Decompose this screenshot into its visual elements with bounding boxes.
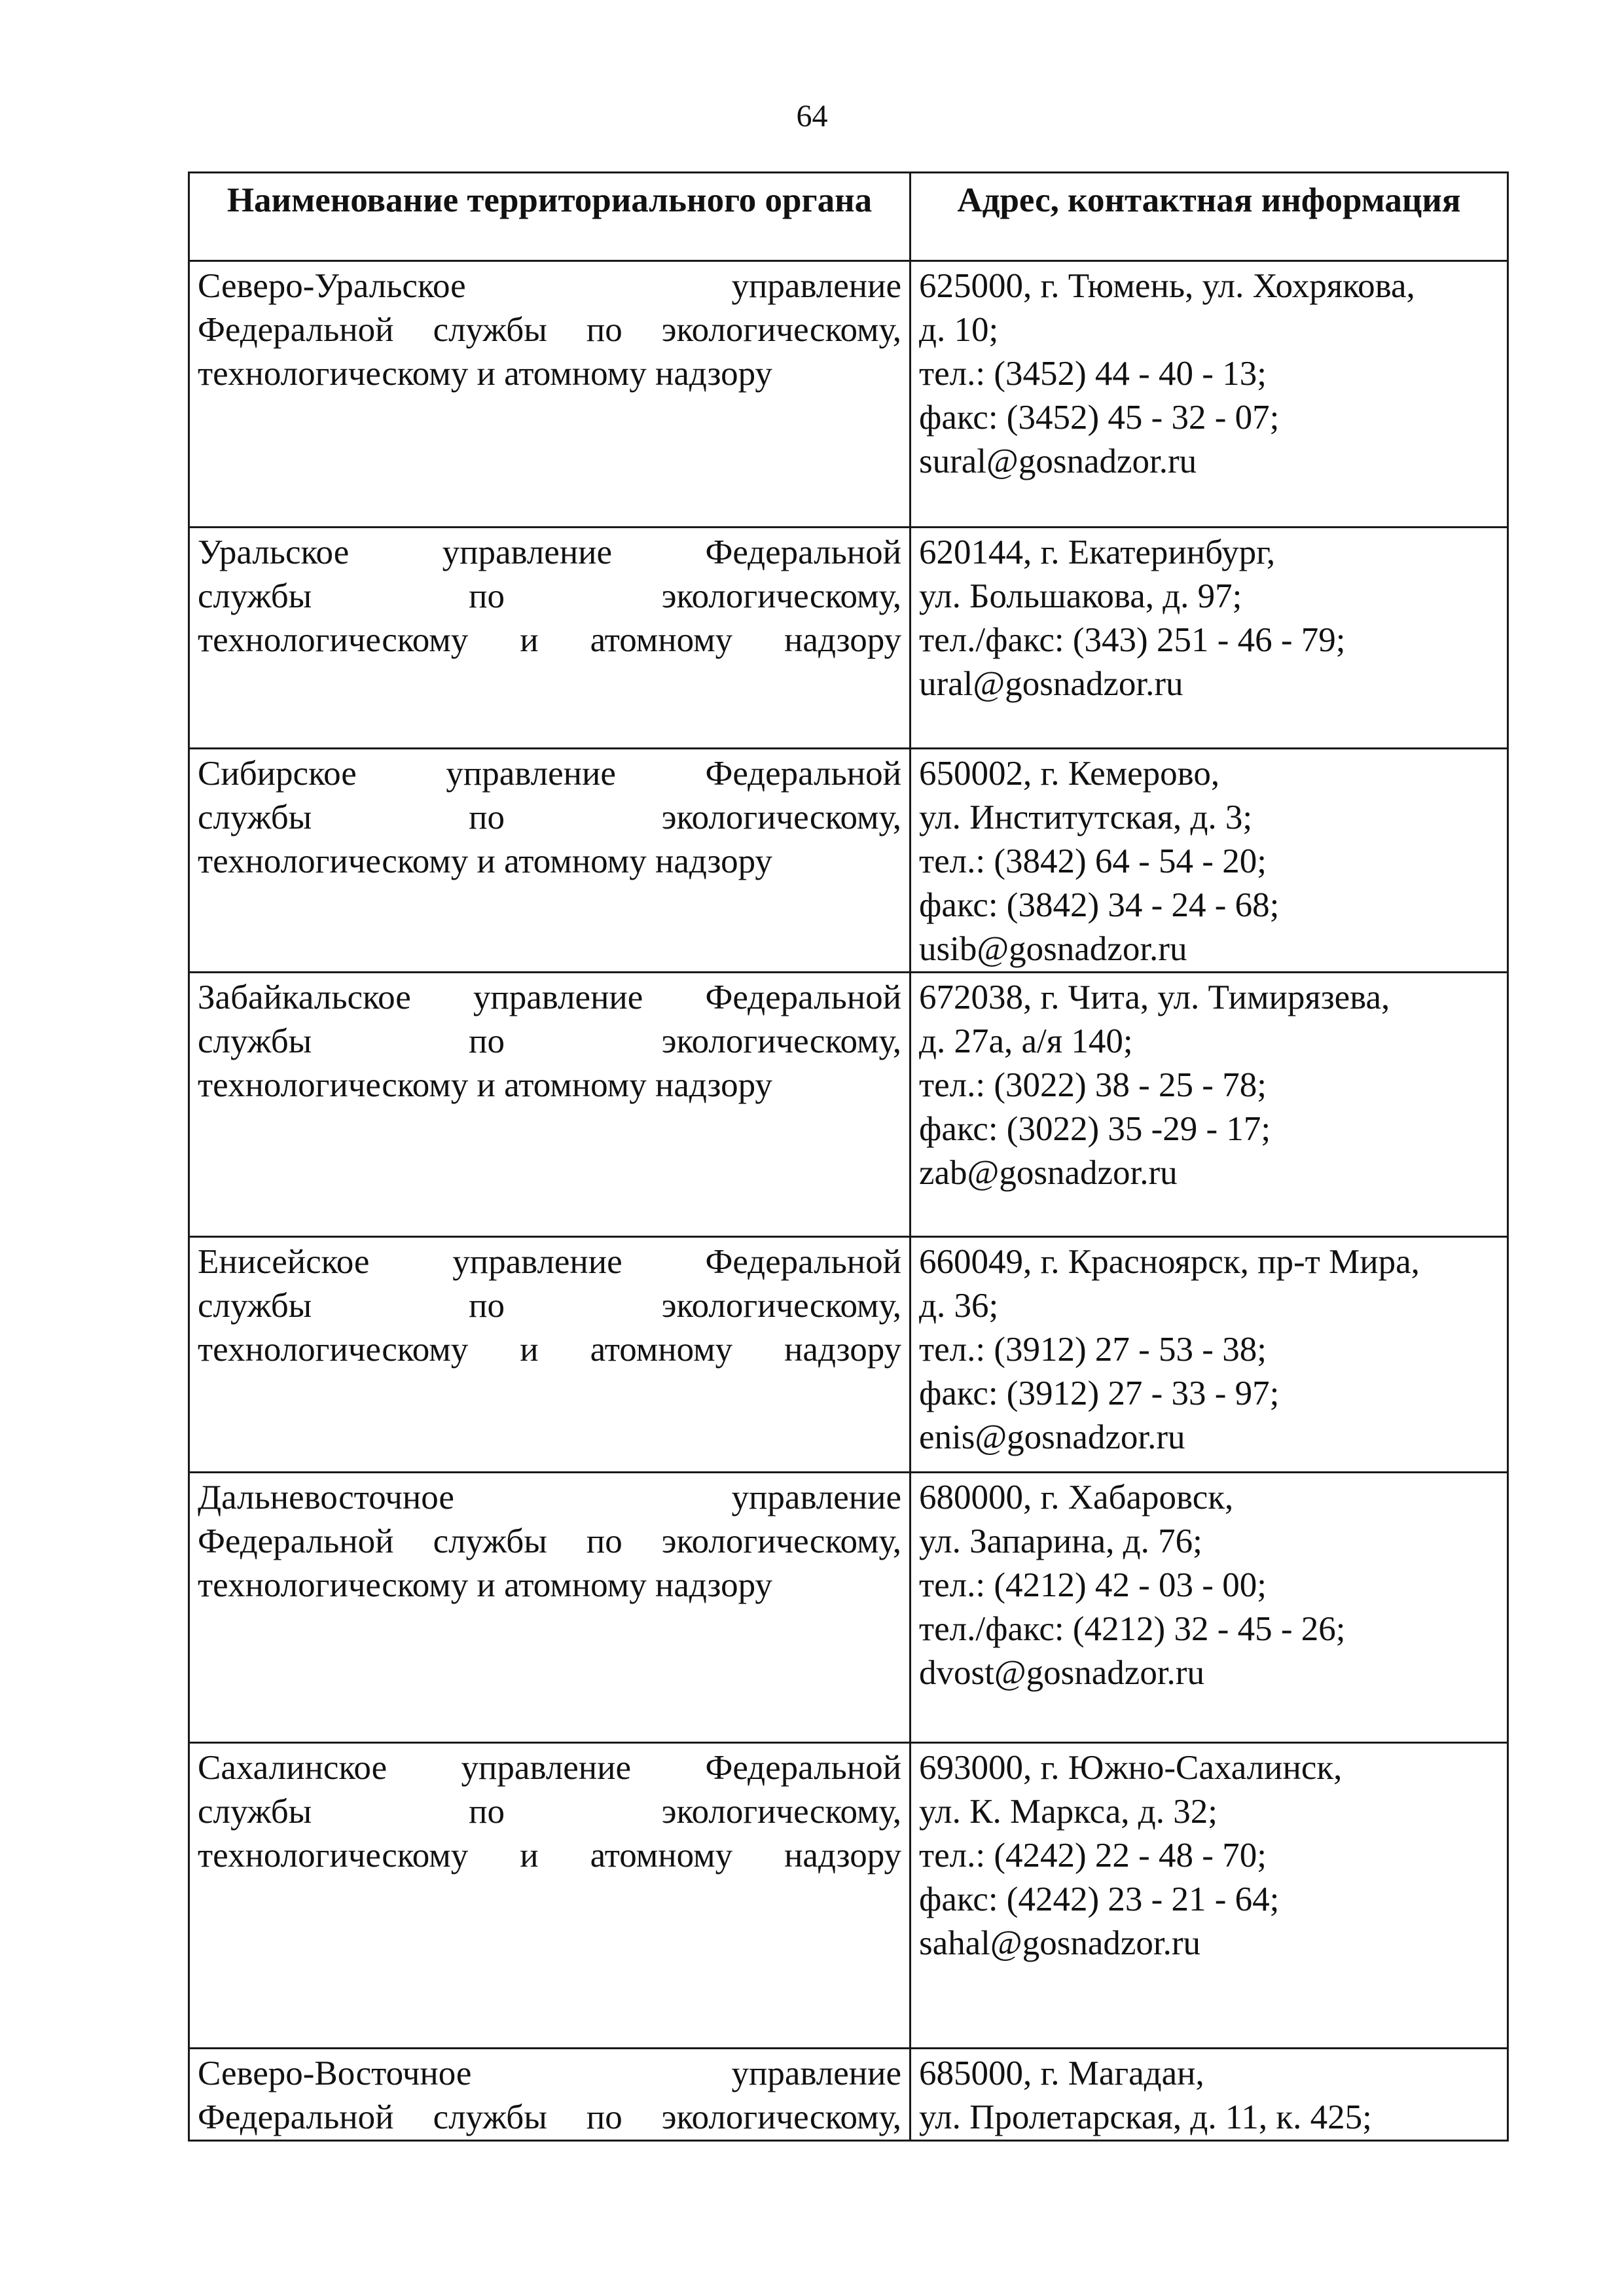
page-number: 64 <box>796 99 828 134</box>
address-line: д. 27а, а/я 140; <box>919 1022 1133 1060</box>
address-line: 620144, г. Екатеринбург, <box>919 533 1276 571</box>
address-cell <box>911 973 1508 1237</box>
email-line: enis@gosnadzor.ru <box>919 1418 1185 1456</box>
body-name-cell <box>189 973 911 1237</box>
phone-line: тел.: (3912) 27 - 53 - 38; <box>919 1331 1267 1369</box>
name-line: Забайкальское управление Федеральной <box>198 978 901 1016</box>
header-name: Наименование территориального органа <box>189 173 911 261</box>
address-line: ул. Большакова, д. 97; <box>919 577 1242 615</box>
fax-line: факс: (3912) 27 - 33 - 97; <box>919 1374 1280 1412</box>
phone-line: тел.: (3022) 38 - 25 - 78; <box>919 1066 1267 1104</box>
name-line: Северо-Восточное управление <box>198 2054 901 2092</box>
address-line: 660049, г. Красноярск, пр-т Мира, <box>919 1243 1420 1281</box>
body-name-cell <box>189 528 911 749</box>
name-line: Сибирское управление Федеральной <box>198 755 901 793</box>
table-row <box>189 1743 1508 2049</box>
address-line: 693000, г. Южно-Сахалинск, <box>919 1749 1343 1787</box>
body-name-cell <box>189 1237 911 1473</box>
address-line: д. 36; <box>919 1287 999 1325</box>
name-line: Федеральной службы по экологическому, <box>198 1522 901 1560</box>
body-name-cell <box>189 1743 911 2049</box>
name-line: технологическому и атомному надзору <box>198 842 772 880</box>
name-line: Сахалинское управление Федеральной <box>198 1749 901 1787</box>
name-line: технологическому и атомному надзору <box>198 621 901 659</box>
name-line: Енисейское управление Федеральной <box>198 1243 901 1281</box>
body-name-cell <box>189 2049 911 2141</box>
name-line: службы по экологическому, <box>198 577 901 615</box>
table-row <box>189 1473 1508 1743</box>
name-line: службы по экологическому, <box>198 798 901 836</box>
address-cell <box>911 1237 1508 1473</box>
name-line: службы по экологическому, <box>198 1022 901 1060</box>
address-line: 625000, г. Тюмень, ул. Хохрякова, <box>919 267 1415 305</box>
phone-line: тел.: (3842) 64 - 54 - 20; <box>919 842 1267 880</box>
fax-line: факс: (3842) 34 - 24 - 68; <box>919 886 1280 924</box>
body-name-cell <box>189 1473 911 1743</box>
name-line: технологическому и атомному надзору <box>198 1066 772 1104</box>
address-line: ул. Пролетарская, д. 11, к. 425; <box>919 2098 1372 2136</box>
table-row <box>189 973 1508 1237</box>
fax-line: факс: (4242) 23 - 21 - 64; <box>919 1880 1280 1918</box>
phone-line: тел.: (4242) 22 - 48 - 70; <box>919 1837 1267 1874</box>
header-address: Адрес, контактная информация <box>911 173 1508 261</box>
name-line: Уральское управление Федеральной <box>198 533 901 571</box>
address-cell <box>911 528 1508 749</box>
address-line: 685000, г. Магадан, <box>919 2054 1204 2092</box>
fax-line: факс: (3022) 35 -29 - 17; <box>919 1110 1271 1148</box>
email-line: dvost@gosnadzor.ru <box>919 1654 1204 1692</box>
fax-line: факс: (3452) 45 - 32 - 07; <box>919 399 1280 437</box>
name-line: Северо-Уральское управление <box>198 267 901 305</box>
email-line: sahal@gosnadzor.ru <box>919 1924 1201 1962</box>
name-line: службы по экологическому, <box>198 1793 901 1831</box>
address-cell <box>911 1473 1508 1743</box>
address-line: д. 10; <box>919 311 999 349</box>
phone-fax-line: тел./факс: (4212) 32 - 45 - 26; <box>919 1610 1346 1648</box>
email-line: zab@gosnadzor.ru <box>919 1154 1178 1192</box>
name-line: технологическому и атомному надзору <box>198 1566 772 1604</box>
phone-line: тел.: (3452) 44 - 40 - 13; <box>919 355 1267 393</box>
name-line: службы по экологическому, <box>198 1287 901 1325</box>
email-line: ural@gosnadzor.ru <box>919 665 1183 703</box>
phone-line: тел.: (4212) 42 - 03 - 00; <box>919 1566 1267 1604</box>
table-row <box>189 261 1508 528</box>
address-cell <box>911 261 1508 528</box>
table-row <box>189 749 1508 973</box>
email-line: usib@gosnadzor.ru <box>919 930 1187 968</box>
address-line: ул. Институтская, д. 3; <box>919 798 1253 836</box>
table-row <box>189 2049 1508 2141</box>
address-line: ул. Запарина, д. 76; <box>919 1522 1202 1560</box>
address-cell <box>911 749 1508 973</box>
name-line: технологическому и атомному надзору <box>198 355 772 393</box>
name-line: Федеральной службы по экологическому, <box>198 2098 901 2136</box>
address-cell <box>911 1743 1508 2049</box>
table-header-row <box>189 173 1508 261</box>
address-line: ул. К. Маркса, д. 32; <box>919 1793 1218 1831</box>
address-line: 680000, г. Хабаровск, <box>919 1479 1234 1516</box>
table-row <box>189 1237 1508 1473</box>
phone-fax-line: тел./факс: (343) 251 - 46 - 79; <box>919 621 1346 659</box>
email-line: sural@gosnadzor.ru <box>919 442 1197 480</box>
body-name-cell <box>189 261 911 528</box>
territorial-bodies-table <box>188 171 1509 2142</box>
name-line: Дальневосточное управление <box>198 1479 901 1516</box>
address-line: 650002, г. Кемерово, <box>919 755 1220 793</box>
address-cell <box>911 2049 1508 2141</box>
address-line: 672038, г. Чита, ул. Тимирязева, <box>919 978 1390 1016</box>
name-line: технологическому и атомному надзору <box>198 1837 901 1874</box>
body-name-cell <box>189 749 911 973</box>
table-row <box>189 528 1508 749</box>
name-line: технологическому и атомному надзору <box>198 1331 901 1369</box>
name-line: Федеральной службы по экологическому, <box>198 311 901 349</box>
